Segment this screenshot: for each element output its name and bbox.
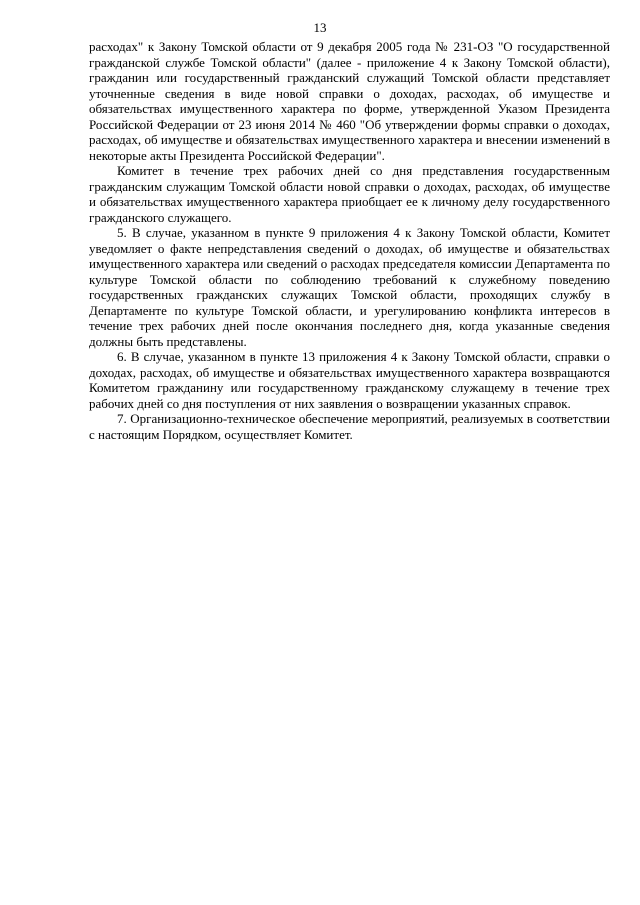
document-body	[89, 39, 610, 442]
paragraph-item-5: 5. В случае, указанном в пункте 9 приложения 4 к Закону Томской области, Комитет уведомляет о факте непредставления сведений о доходах, об имуществе и обязательствах имущественного характера или сведений о расходах председателя комиссии Департамента по культуре Томской области по соблюдению требований к служебному поведению государственных гражданских служащих Томской области, проходящих службу в Департаменте по культуре Томской области, и урегулированию конфликта интересов в течение трех рабочих дней после окончания последнего дня, когда указанные сведения должны быть представлены.	[89, 225, 610, 349]
paragraph-item-7: 7. Организационно-техническое обеспечение мероприятий, реализуемых в соответствии с настоящим Порядком, осуществляет Комитет.	[89, 411, 610, 442]
paragraph-item-6: 6. В случае, указанном в пункте 13 приложения 4 к Закону Томской области, справки о доходах, расходах, об имуществе и обязательствах имущественного характера возвращаются Комитетом гражданину или государственному гражданскому служащему в течение трех рабочих дней со дня поступления от них заявления о возвращении указанных справок.	[89, 349, 610, 411]
page-number: 13	[313, 20, 327, 35]
paragraph-continuation: расходах" к Закону Томской области от 9 декабря 2005 года № 231-ОЗ "О государственной гражданской службе Томской области" (далее - приложение 4 к Закону Томской области), гражданин или государственный гражданский служащий Томской области представляет уточненные сведения в виде новой справки о доходах, расходах, об имуществе и обязательствах имущественного характера по форме, утвержденной Указом Президента Российской Федерации от 23 июня 2014 № 460 "Об утверждении формы справки о доходах, расходах, об имуществе и обязательствах имущественного характера и внесении изменений в некоторые акты Президента Российской Федерации".	[89, 39, 610, 163]
paragraph-committee-attachment: Комитет в течение трех рабочих дней со дня представления государственным гражданским служащим Томской области новой справки о доходах, расходах, об имуществе и обязательствах имущественного характера приобщает ее к личному делу государственного гражданского служащего.	[89, 163, 610, 225]
